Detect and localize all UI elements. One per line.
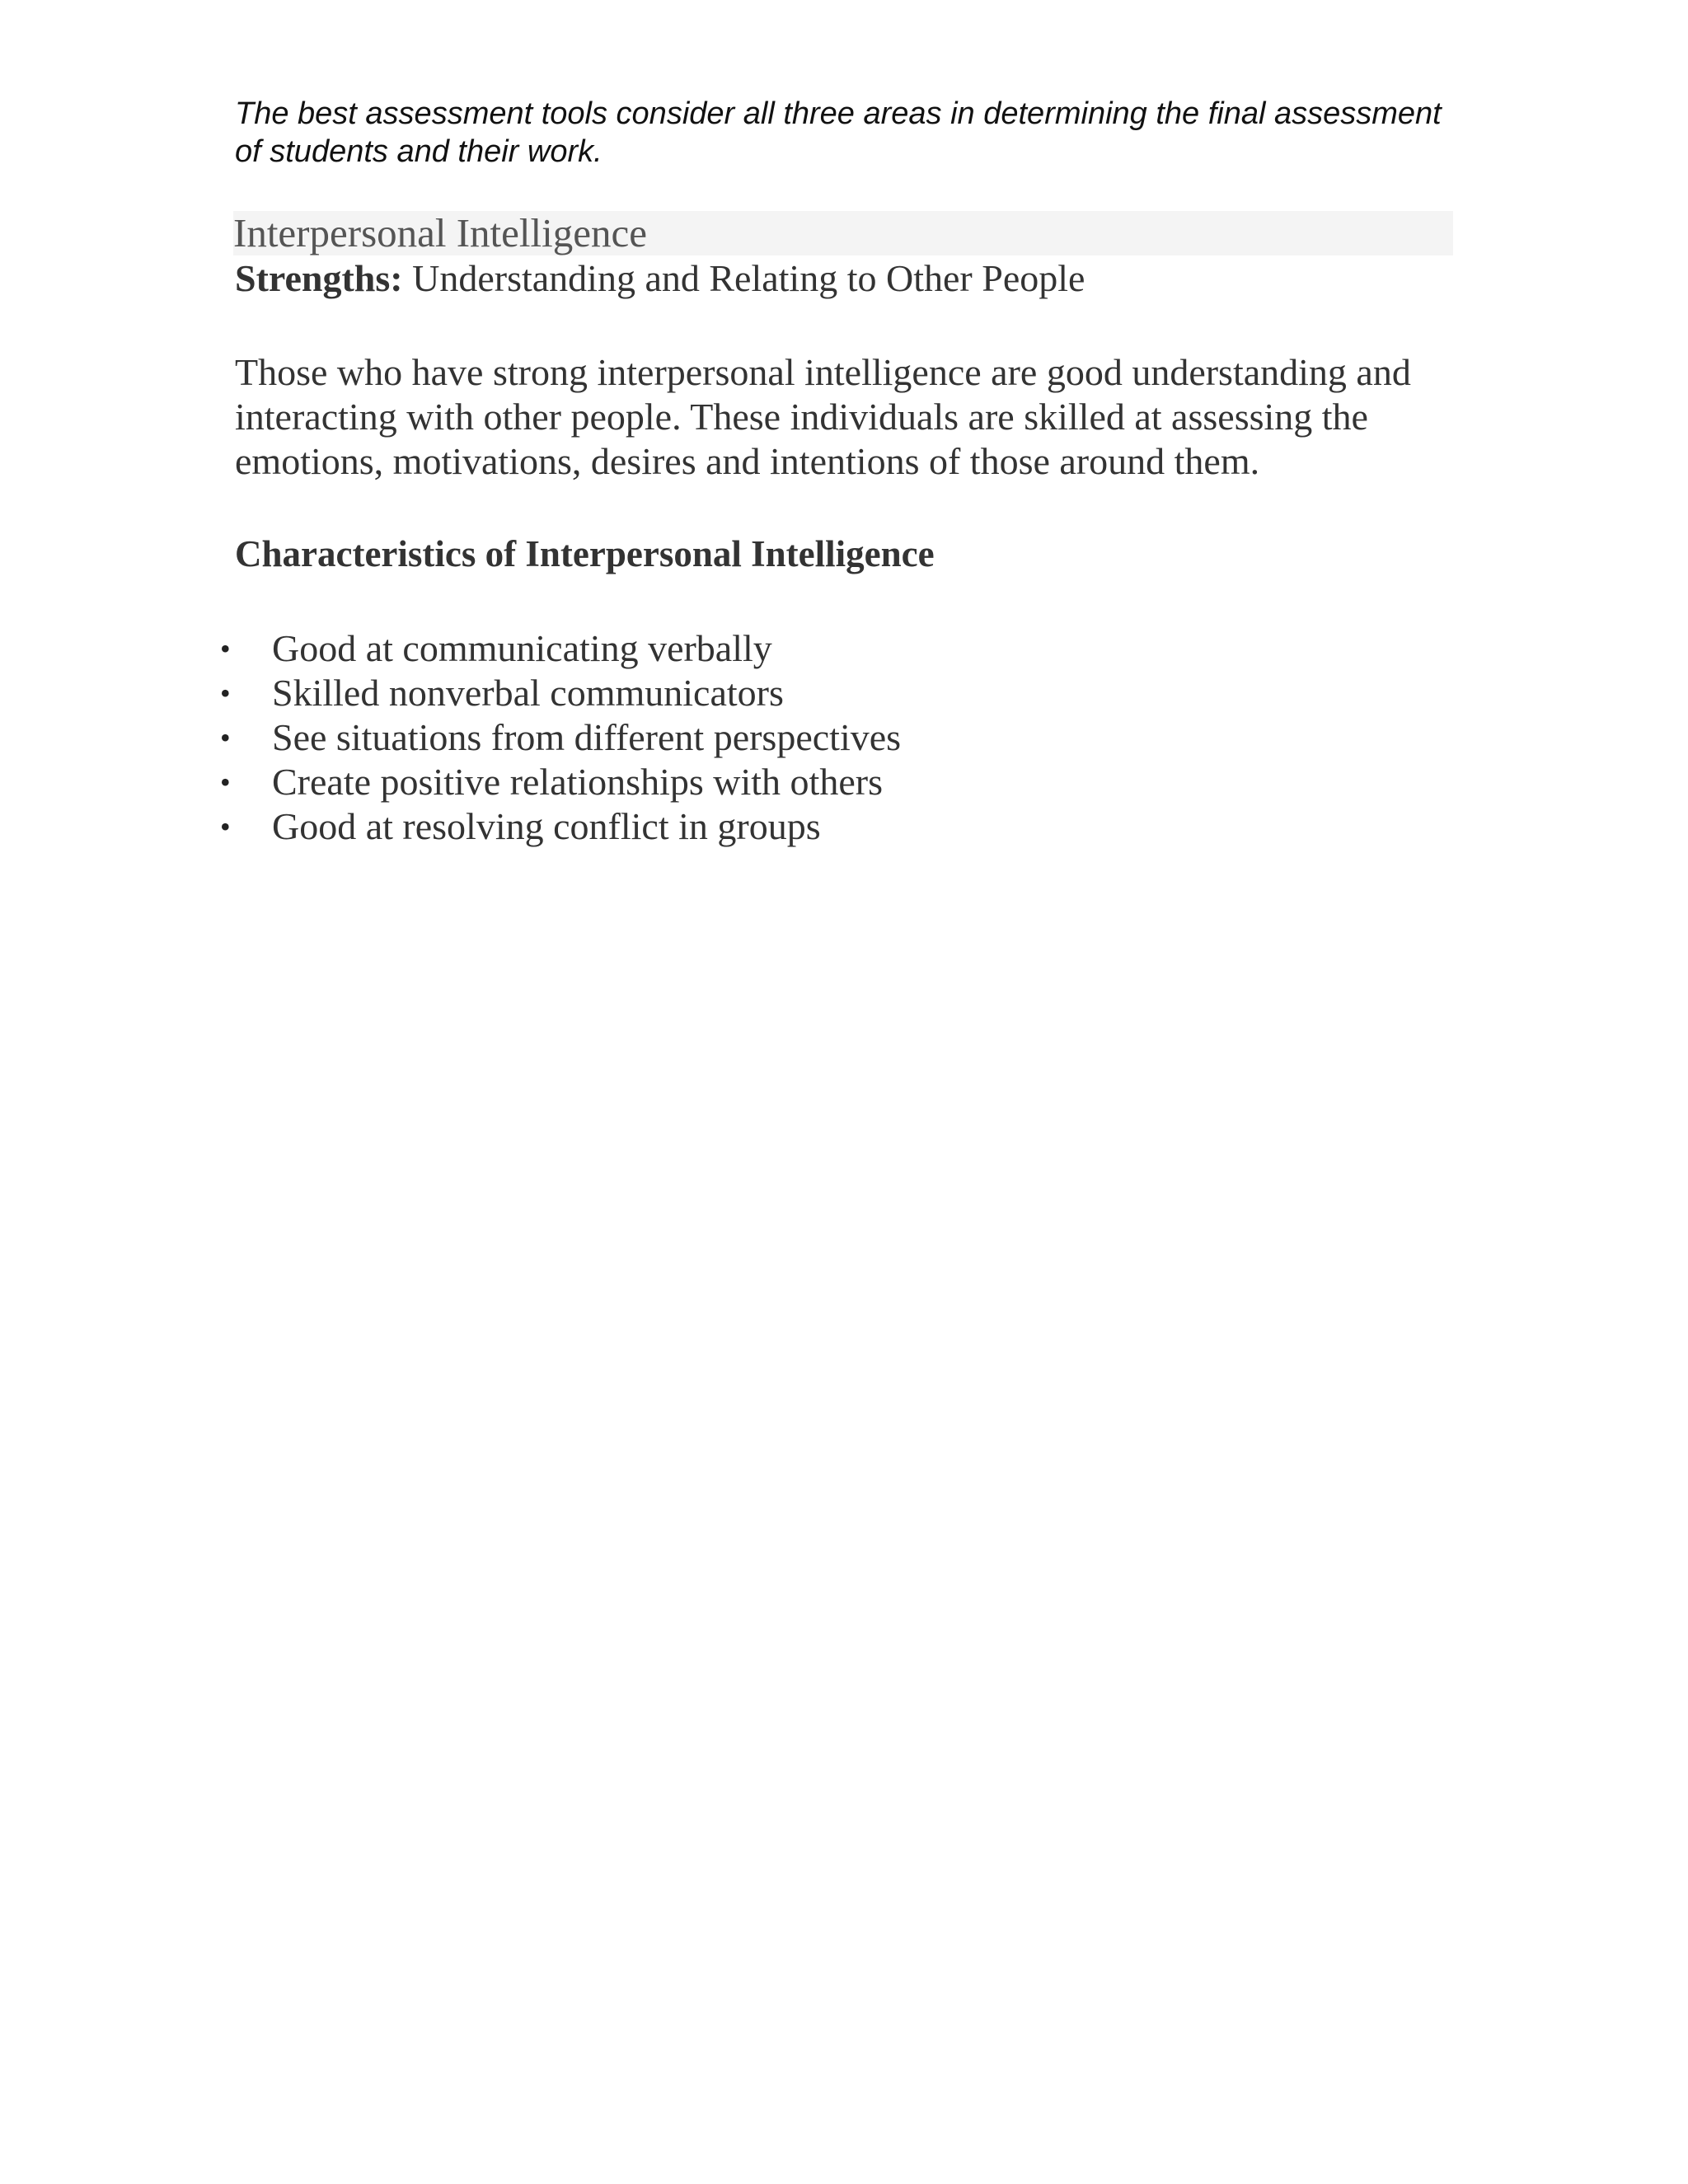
list-item-text: Good at resolving conflict in groups bbox=[272, 805, 821, 847]
bullet-icon: • bbox=[220, 766, 231, 799]
bullet-icon: • bbox=[220, 810, 231, 843]
strengths-label: Strengths: bbox=[235, 257, 403, 299]
list-item bbox=[220, 715, 1471, 760]
body-paragraph: Those who have strong interpersonal intelligence are good understanding and interacting with other people. These individuals are skilled at assessing the emotions, motivations, desires and intentions of those around them. bbox=[235, 351, 1411, 482]
strengths-line bbox=[235, 256, 1471, 301]
list-item bbox=[220, 671, 1471, 715]
bullet-icon: • bbox=[220, 632, 231, 665]
list-item bbox=[220, 626, 1471, 671]
bullet-icon: • bbox=[220, 721, 231, 754]
strengths-text: Understanding and Relating to Other People bbox=[402, 257, 1085, 299]
list-item-text: Good at communicating verbally bbox=[272, 627, 772, 669]
bullet-icon: • bbox=[220, 677, 231, 710]
list-item-text: Create positive relationships with others bbox=[272, 761, 883, 803]
section-heading: Interpersonal Intelligence bbox=[233, 211, 1453, 255]
intro-paragraph: The best assessment tools consider all three areas in determining the final assessment of students and their work. bbox=[235, 96, 1442, 169]
characteristics-heading: Characteristics of Interpersonal Intelligence bbox=[235, 533, 935, 574]
list-item bbox=[220, 760, 1471, 804]
list-item bbox=[220, 804, 1471, 849]
list-item-text: See situations from different perspectives bbox=[272, 716, 902, 758]
characteristics-list bbox=[220, 626, 1471, 849]
list-item-text: Skilled nonverbal communicators bbox=[272, 672, 784, 714]
